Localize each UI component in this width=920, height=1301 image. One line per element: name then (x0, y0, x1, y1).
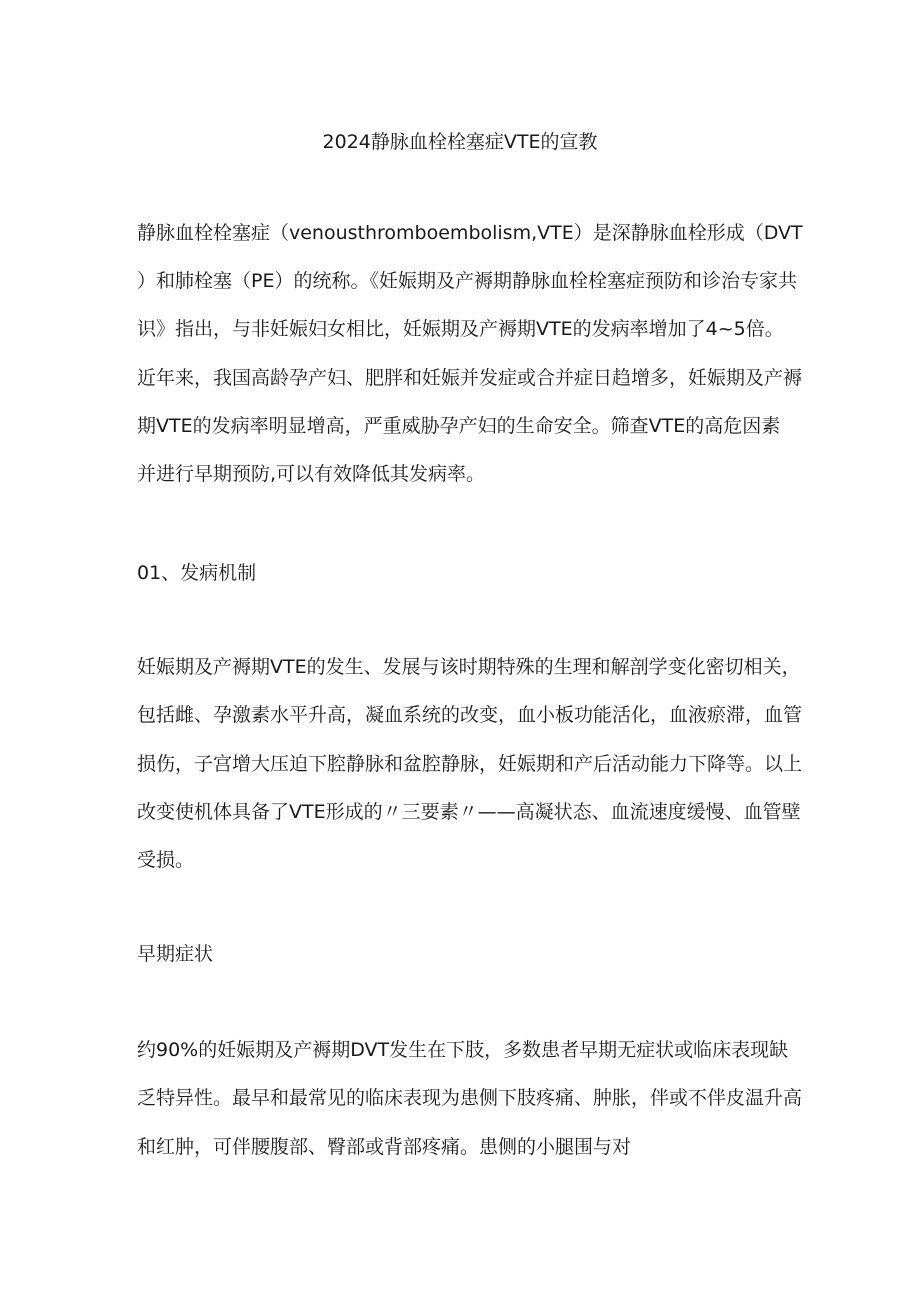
paragraph-line: 静脉血栓栓塞症（venousthromboembolism,VTE）是深静脉血栓形成（DVT (137, 222, 803, 244)
section-heading-symptoms: 早期症状 (137, 943, 214, 965)
paragraph-line: 近年来，我国高龄孕产妇、肥胖和妊娠并发症或合并症日趋增多，妊娠期及产褥 (137, 367, 803, 389)
paragraph-line: 改变使机体具备了VTE形成的〃三要素〃——高凝状态、血流速度缓慢、血管壁 (137, 801, 801, 823)
paragraph-line: 识》指出，与非妊娠妇女相比，妊娠期及产褥期VTE的发病率增加了4~5倍。 (137, 318, 784, 340)
paragraph-line: 并进行早期预防,可以有效降低其发病率。 (137, 463, 486, 485)
paragraph-line: 乏特异性。最早和最常见的临床表现为患侧下肢疼痛、肿胀，伴或不伴皮温升高 (137, 1087, 803, 1109)
paragraph-line: 约90%的妊娠期及产褥期DVT发生在下肢，多数患者早期无症状或临床表现缺 (137, 1039, 789, 1061)
paragraph-line: ）和肺栓塞（PE）的统称。《妊娠期及产褥期静脉血栓栓塞症预防和诊治专家共 (137, 270, 797, 292)
section-heading-mechanism: 01、发病机制 (137, 562, 257, 584)
paragraph-line: 期VTE的发病率明显增高，严重威胁孕产妇的生命安全。筛查VTE的高危因素 (137, 415, 781, 437)
paragraph-line: 和红肿，可伴腰腹部、臀部或背部疼痛。患侧的小腿围与对 (137, 1136, 632, 1158)
paragraph-line: 包括雌、孕激素水平升高，凝血系统的改变，血小板功能活化，血液瘀滞，血管 (137, 704, 803, 726)
document-title: 2024静脉血栓栓塞症VTE的宣教 (322, 131, 598, 153)
paragraph-line: 受损。 (137, 849, 195, 871)
paragraph-line: 妊娠期及产褥期VTE的发生、发展与该时期特殊的生理和解剖学变化密切相关， (137, 656, 801, 678)
paragraph-line: 损伤，子宫增大压迫下腔静脉和盆腔静脉，妊娠期和产后活动能力下降等。以上 (137, 753, 803, 775)
